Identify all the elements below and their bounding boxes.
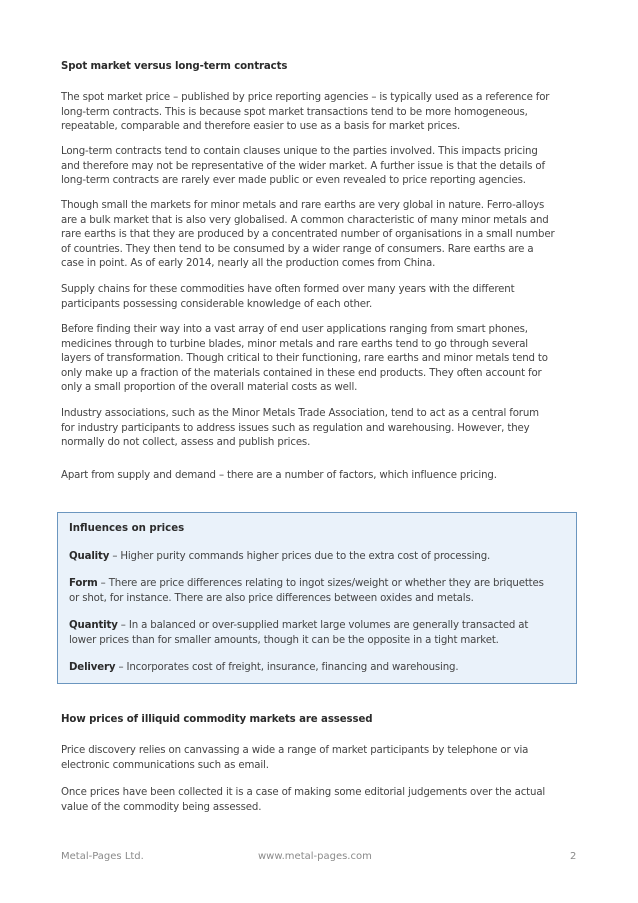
text-line: for industry participants to address issues such as regulation and warehousing. However, they: [61, 422, 530, 434]
influence-term: Form: [69, 578, 98, 589]
paragraph: [61, 145, 581, 189]
influence-item-quantity: [69, 619, 569, 648]
influence-text: – In a balanced or over-supplied market large volumes are generally transacted at: [117, 620, 529, 631]
text-line: value of the commodity being assessed.: [61, 801, 262, 813]
influence-text: or shot, for instance. There are also price differences between oxides and metals.: [69, 592, 474, 604]
text-line: and therefore may not be representative of the wider market. A further issue is that the details of: [61, 160, 545, 172]
text-line: Apart from supply and demand – there are a number of factors, which influence pricing.: [61, 470, 497, 481]
text-line: long-term contracts are rarely ever made public or even revealed to price reporting agencies.: [61, 175, 526, 187]
text-line: of countries. They then tend to be consumed by a wider range of consumers. Rare earths are a: [61, 243, 534, 255]
paragraph: [61, 323, 581, 396]
paragraph: [61, 91, 581, 135]
influence-item-quality: [69, 550, 569, 565]
paragraph: [61, 283, 581, 312]
footer-company: Metal-Pages Ltd.: [61, 851, 144, 862]
text-line: Once prices have been collected it is a case of making some editorial judgements over the actual: [61, 787, 546, 798]
influences-on-prices-box: [57, 512, 577, 684]
influence-term: Delivery: [69, 662, 116, 673]
text-line: Long-term contracts tend to contain clauses unique to the parties involved. This impacts pricing: [61, 146, 538, 157]
text-line: electronic communications such as email.: [61, 759, 269, 771]
text-line: Supply chains for these commodities have often formed over many years with the different: [61, 284, 515, 295]
influence-item-delivery: [69, 661, 569, 676]
text-line: rare earths is that they are produced by a concentrated number of organisations in a small number: [61, 229, 555, 241]
text-line: The spot market price – published by price reporting agencies – is typically used as a reference for: [61, 92, 550, 103]
text-line: long-term contracts. This is because spot market transactions tend to be more homogeneous,: [61, 106, 528, 118]
paragraph: [61, 469, 581, 484]
text-line: Before finding their way into a vast array of end user applications ranging from smart phones,: [61, 324, 528, 335]
text-line: only make up a fraction of the materials contained in these end products. They often account for: [61, 367, 542, 379]
influence-term: Quantity: [69, 620, 118, 631]
text-line: only a small proportion of the overall material costs as well.: [61, 382, 358, 394]
influence-text: – Incorporates cost of freight, insurance, financing and warehousing.: [115, 662, 459, 673]
influence-text: lower prices than for smaller amounts, though it can be the opposite in a tight market.: [69, 634, 499, 646]
paragraph: [61, 786, 581, 815]
section-title-illiquid-markets: How prices of illiquid commodity markets are assessed: [61, 714, 373, 725]
influence-text: – Higher purity commands higher prices due to the extra cost of processing.: [109, 551, 491, 562]
text-line: layers of transformation. Though critical to their functioning, rare earths and minor metals tend to: [61, 353, 548, 365]
footer-page-number: 2: [570, 851, 577, 862]
text-line: Though small the markets for minor metals and rare earths are very global in nature. Ferro-alloys: [61, 200, 545, 211]
text-line: Price discovery relies on canvassing a wide a range of market participants by telephone or via: [61, 745, 529, 756]
paragraph: [61, 407, 581, 451]
text-line: medicines through to turbine blades, minor metals and rare earths tend to go through several: [61, 338, 528, 350]
text-line: Industry associations, such as the Minor Metals Trade Association, tend to act as a central forum: [61, 408, 539, 419]
text-line: case in point. As of early 2014, nearly all the production comes from China.: [61, 258, 436, 270]
text-line: participants possessing considerable knowledge of each other.: [61, 298, 373, 310]
influence-text: – There are price differences relating to ingot sizes/weight or whether they are briquettes: [97, 578, 544, 589]
paragraph: [61, 199, 581, 272]
section-title-spot-market: Spot market versus long-term contracts: [61, 61, 288, 72]
text-line: normally do not collect, assess and publish prices.: [61, 437, 311, 449]
text-line: are a bulk market that is also very globalised. A common characteristic of many minor metals and: [61, 214, 549, 226]
influence-item-form: [69, 577, 569, 606]
influence-term: Quality: [69, 551, 110, 562]
box-title: Influences on prices: [69, 523, 185, 534]
text-line: repeatable, comparable and therefore easier to use as a basis for market prices.: [61, 121, 461, 133]
footer-website[interactable]: www.metal-pages.com: [258, 851, 372, 862]
paragraph: [61, 744, 581, 773]
